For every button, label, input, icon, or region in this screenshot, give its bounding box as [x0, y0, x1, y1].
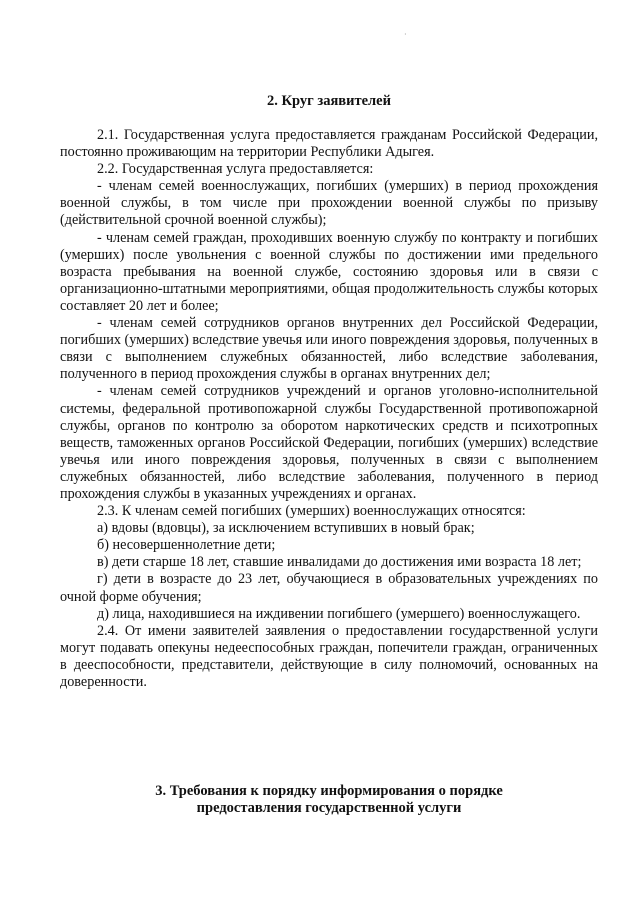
paragraph-2-2: 2.2. Государственная услуга предоставляется:	[97, 161, 374, 178]
section-3-title	[60, 783, 598, 817]
list-item-military-families: - членам семей военнослужащих, погибших (умерших) в период прохождения военной службы, в том числе при прохождении военной службы по призыву (действительной срочной военной службы);	[60, 178, 598, 229]
paragraph-2-3: 2.3. К членам семей погибших (умерших) военнослужащих относятся:	[97, 503, 526, 520]
section-3-title-line-2: предоставления государственной услуги	[196, 800, 462, 816]
list-item-g: г) дети в возрасте до 23 лет, обучающиеся в образовательных учреждениях по очной форме обучения;	[60, 571, 598, 605]
list-item-d: д) лица, находившиеся на иждивении погибшего (умершего) военнослужащего.	[97, 605, 581, 622]
paragraph-2-1: 2.1. Государственная услуга предоставляется гражданам Российской Федерации, постоянно проживающим на территории Республики Адыгея.	[60, 127, 598, 161]
list-item-contract-service-families: - членам семей граждан, проходивших военную службу по контракту и погибших (умерших) после увольнения с военной службы по достижении ими предельного возраста пребывания на военной службе, состоянию здоровья или в связи с организационно-штатными мероприятиями, общая продолжительность службы которых составляет 20 лет и более;	[60, 229, 598, 314]
section-3-title-line-1: 3. Требования к порядку информирования о порядке	[155, 783, 503, 799]
scan-mark: ·	[404, 30, 407, 39]
paragraph-2-4: 2.4. От имени заявителей заявления о предоставлении государственной услуги могут подавать опекуны недееспособных граждан, попечители граждан, ограниченных в дееспособности, представители, действующие в силу полномочий, основанных на доверенности.	[60, 622, 598, 690]
section-2-title: 2. Круг заявителей	[267, 93, 391, 109]
section-2-body	[60, 127, 598, 691]
list-item-internal-affairs-families: - членам семей сотрудников органов внутренних дел Российской Федерации, погибших (умерших) вследствие увечья или иного повреждения здоровья, полученных в связи с выполнением служебных обязанностей, либо вследствие заболевания, полученного в период прохождения службы в органах внутренних дел;	[60, 315, 598, 383]
list-item-a: а) вдовы (вдовцы), за исключением вступивших в новый брак;	[97, 520, 475, 537]
document-page	[60, 0, 598, 905]
list-item-b: б) несовершеннолетние дети;	[97, 537, 276, 554]
list-item-v: в) дети старше 18 лет, ставшие инвалидами до достижения ими возраста 18 лет;	[97, 554, 582, 571]
list-item-penal-system-families: - членам семей сотрудников учреждений и органов уголовно-исполнительной системы, федеральной противопожарной службы Государственной противопожарной службы, органов по контролю за оборотом наркотических средств и психотропных веществ, таможенных органов Российской Федерации, погибших (умерших) вследствие увечья или иного повреждения здоровья, полученных в связи с выполнением служебных обязанностей, либо вследствие заболевания, полученного в период прохождения службы в указанных учреждениях и органах.	[60, 383, 598, 502]
